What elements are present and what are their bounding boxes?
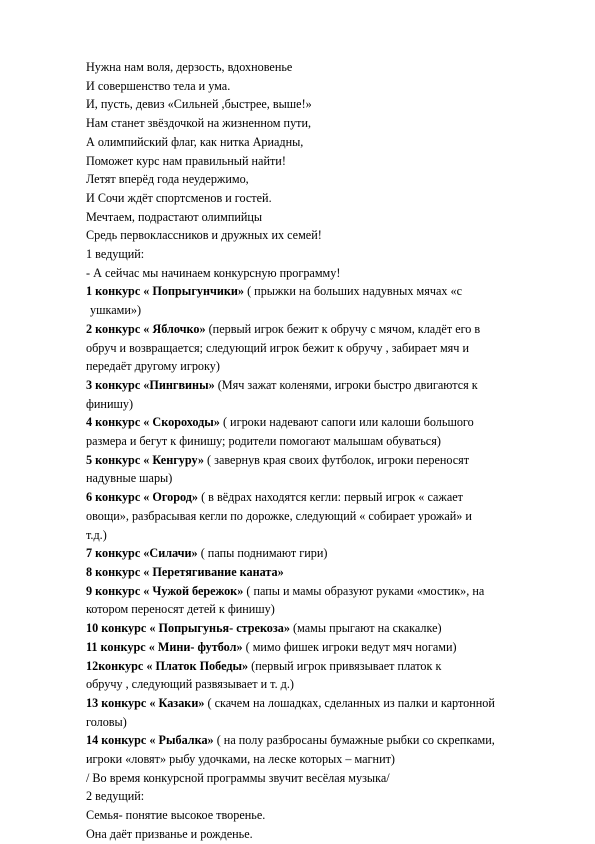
host1-label: 1 ведущий: (86, 247, 145, 262)
contest-description: ( папы и мамы образуют руками «мостик», на (246, 583, 485, 598)
music-note: / Во время конкурсной программы звучит весёлая музыка/ (86, 770, 390, 785)
contest-title: 12конкурс « Платок Победы» (86, 658, 252, 673)
contest-item (86, 544, 556, 563)
poem-line: И Сочи ждёт спортсменов и гостей. (86, 190, 272, 205)
contest-title: 14 конкурс « Рыбалка» (86, 733, 217, 748)
contest-title: 11 конкурс « Мини- футбол» (86, 639, 246, 654)
document-body (86, 58, 556, 844)
contest-description: (первый игрок бежит к обручу с мячом, кладёт его в (208, 321, 481, 336)
poem (86, 58, 556, 245)
contest-item (86, 563, 556, 582)
contest-title: 6 конкурс « Огород» (86, 490, 202, 505)
contest-description-line: головы) (86, 714, 127, 729)
contest-description: ( скачем на лошадках, сделанных из палки и картонной (207, 695, 495, 710)
poem-line: Нужна нам воля, дерзость, вдохновенье (86, 60, 293, 74)
contest-item (86, 413, 556, 432)
contest-title: 7 конкурс «Силачи» (86, 546, 201, 561)
host2-line: Она даёт призванье и рожденье. (86, 826, 253, 841)
contest-item (86, 619, 556, 638)
contest-description: (первый игрок привязывает платок к (251, 658, 442, 673)
poem-line: Нам станет звёздочкой на жизненном пути, (86, 116, 312, 131)
contest-description: ( прыжки на больших надувных мячах «с (247, 284, 463, 299)
contest-title: 5 конкурс « Кенгуру» (86, 452, 204, 467)
contest-description-line: т.д.) (86, 527, 107, 542)
host2-label: 2 ведущий: (86, 789, 145, 804)
contest-description-line: передаёт другому игроку) (86, 359, 220, 374)
contest-description-line: размера и бегут к финишу; родители помогают малышам обуваться) (86, 434, 441, 449)
contest-title: 4 конкурс « Скороходы» (86, 415, 220, 430)
contest-item (86, 694, 556, 713)
poem-line: Летят вперёд года неудержимо, (86, 172, 249, 187)
poem-line: А олимпийский флаг, как нитка Ариадны, (86, 134, 304, 149)
contest-description: ( на полу разбросаны бумажные рыбки со скрепками, (216, 733, 495, 748)
contest-list (86, 282, 556, 768)
contest-title: 9 конкурс « Чужой бережок» (86, 583, 247, 598)
contest-description: ( папы поднимают гири) (200, 546, 328, 561)
contest-item (86, 451, 556, 470)
contest-description: (Мяч зажат коленями, игроки быстро двигаются к (217, 377, 478, 392)
contest-item (86, 731, 556, 750)
contest-item (86, 657, 556, 676)
contest-description: ( игроки надевают сапоги или калоши большого (219, 415, 474, 430)
contest-title: 13 конкурс « Казаки» (86, 695, 208, 710)
contest-description-line: котором переносят детей к финишу) (86, 602, 275, 617)
contest-title: 1 конкурс « Попрыгунчики» (86, 284, 248, 299)
contest-title: 8 конкурс « Перетягивание каната» (86, 564, 284, 579)
contest-title: 3 конкурс «Пингвины» (86, 377, 218, 392)
contest-item (86, 638, 556, 657)
contest-item (86, 282, 556, 301)
contest-title: 2 конкурс « Яблочко» (86, 321, 209, 336)
contest-description: ( завернув края своих футболок, игроки переносят (203, 452, 470, 467)
poem-line: Мечтаем, подрастают олимпийцы (86, 209, 263, 224)
contest-description: ( в вёдрах находятся кегли: первый игрок « сажает (201, 490, 463, 505)
contest-item (86, 320, 556, 339)
contest-description-line: овощи», разбрасывая кегли по дорожке, следующий « собирает урожай» и (86, 508, 472, 523)
poem-line: И совершенство тела и ума. (86, 78, 231, 93)
poem-line: И, пусть, девиз «Сильней ,быстрее, выше!» (86, 97, 312, 112)
host2-line: Семья- понятие высокое творенье. (86, 808, 266, 823)
poem-line: Поможет курс нам правильный найти! (86, 153, 286, 168)
contest-description-line: игроки «ловят» рыбу удочками, на леске которых – магнит) (86, 752, 395, 767)
contest-item (86, 488, 556, 507)
contest-item (86, 376, 556, 395)
contest-title: 10 конкурс « Попрыгунья- стрекоза» (86, 621, 294, 636)
contest-description-line: финишу) (86, 396, 134, 411)
contest-description: ( мимо фишек игроки ведут мяч ногами) (245, 639, 457, 654)
contest-description-line: обручу , следующий развязывает и т. д.) (86, 677, 294, 692)
contest-description-line: обруч и возвращается; следующий игрок бежит к обручу , забирает мяч и (86, 340, 469, 355)
contest-item (86, 582, 556, 601)
contest-description: (мамы прыгают на скакалке) (293, 621, 442, 636)
host1-speech: - А сейчас мы начинаем конкурсную программу! (86, 265, 341, 280)
poem-line: Средь первоклассников и дружных их семей! (86, 228, 322, 243)
contest-description-line: надувные шары) (86, 471, 173, 486)
contest-description-line: ушками») (90, 303, 142, 318)
